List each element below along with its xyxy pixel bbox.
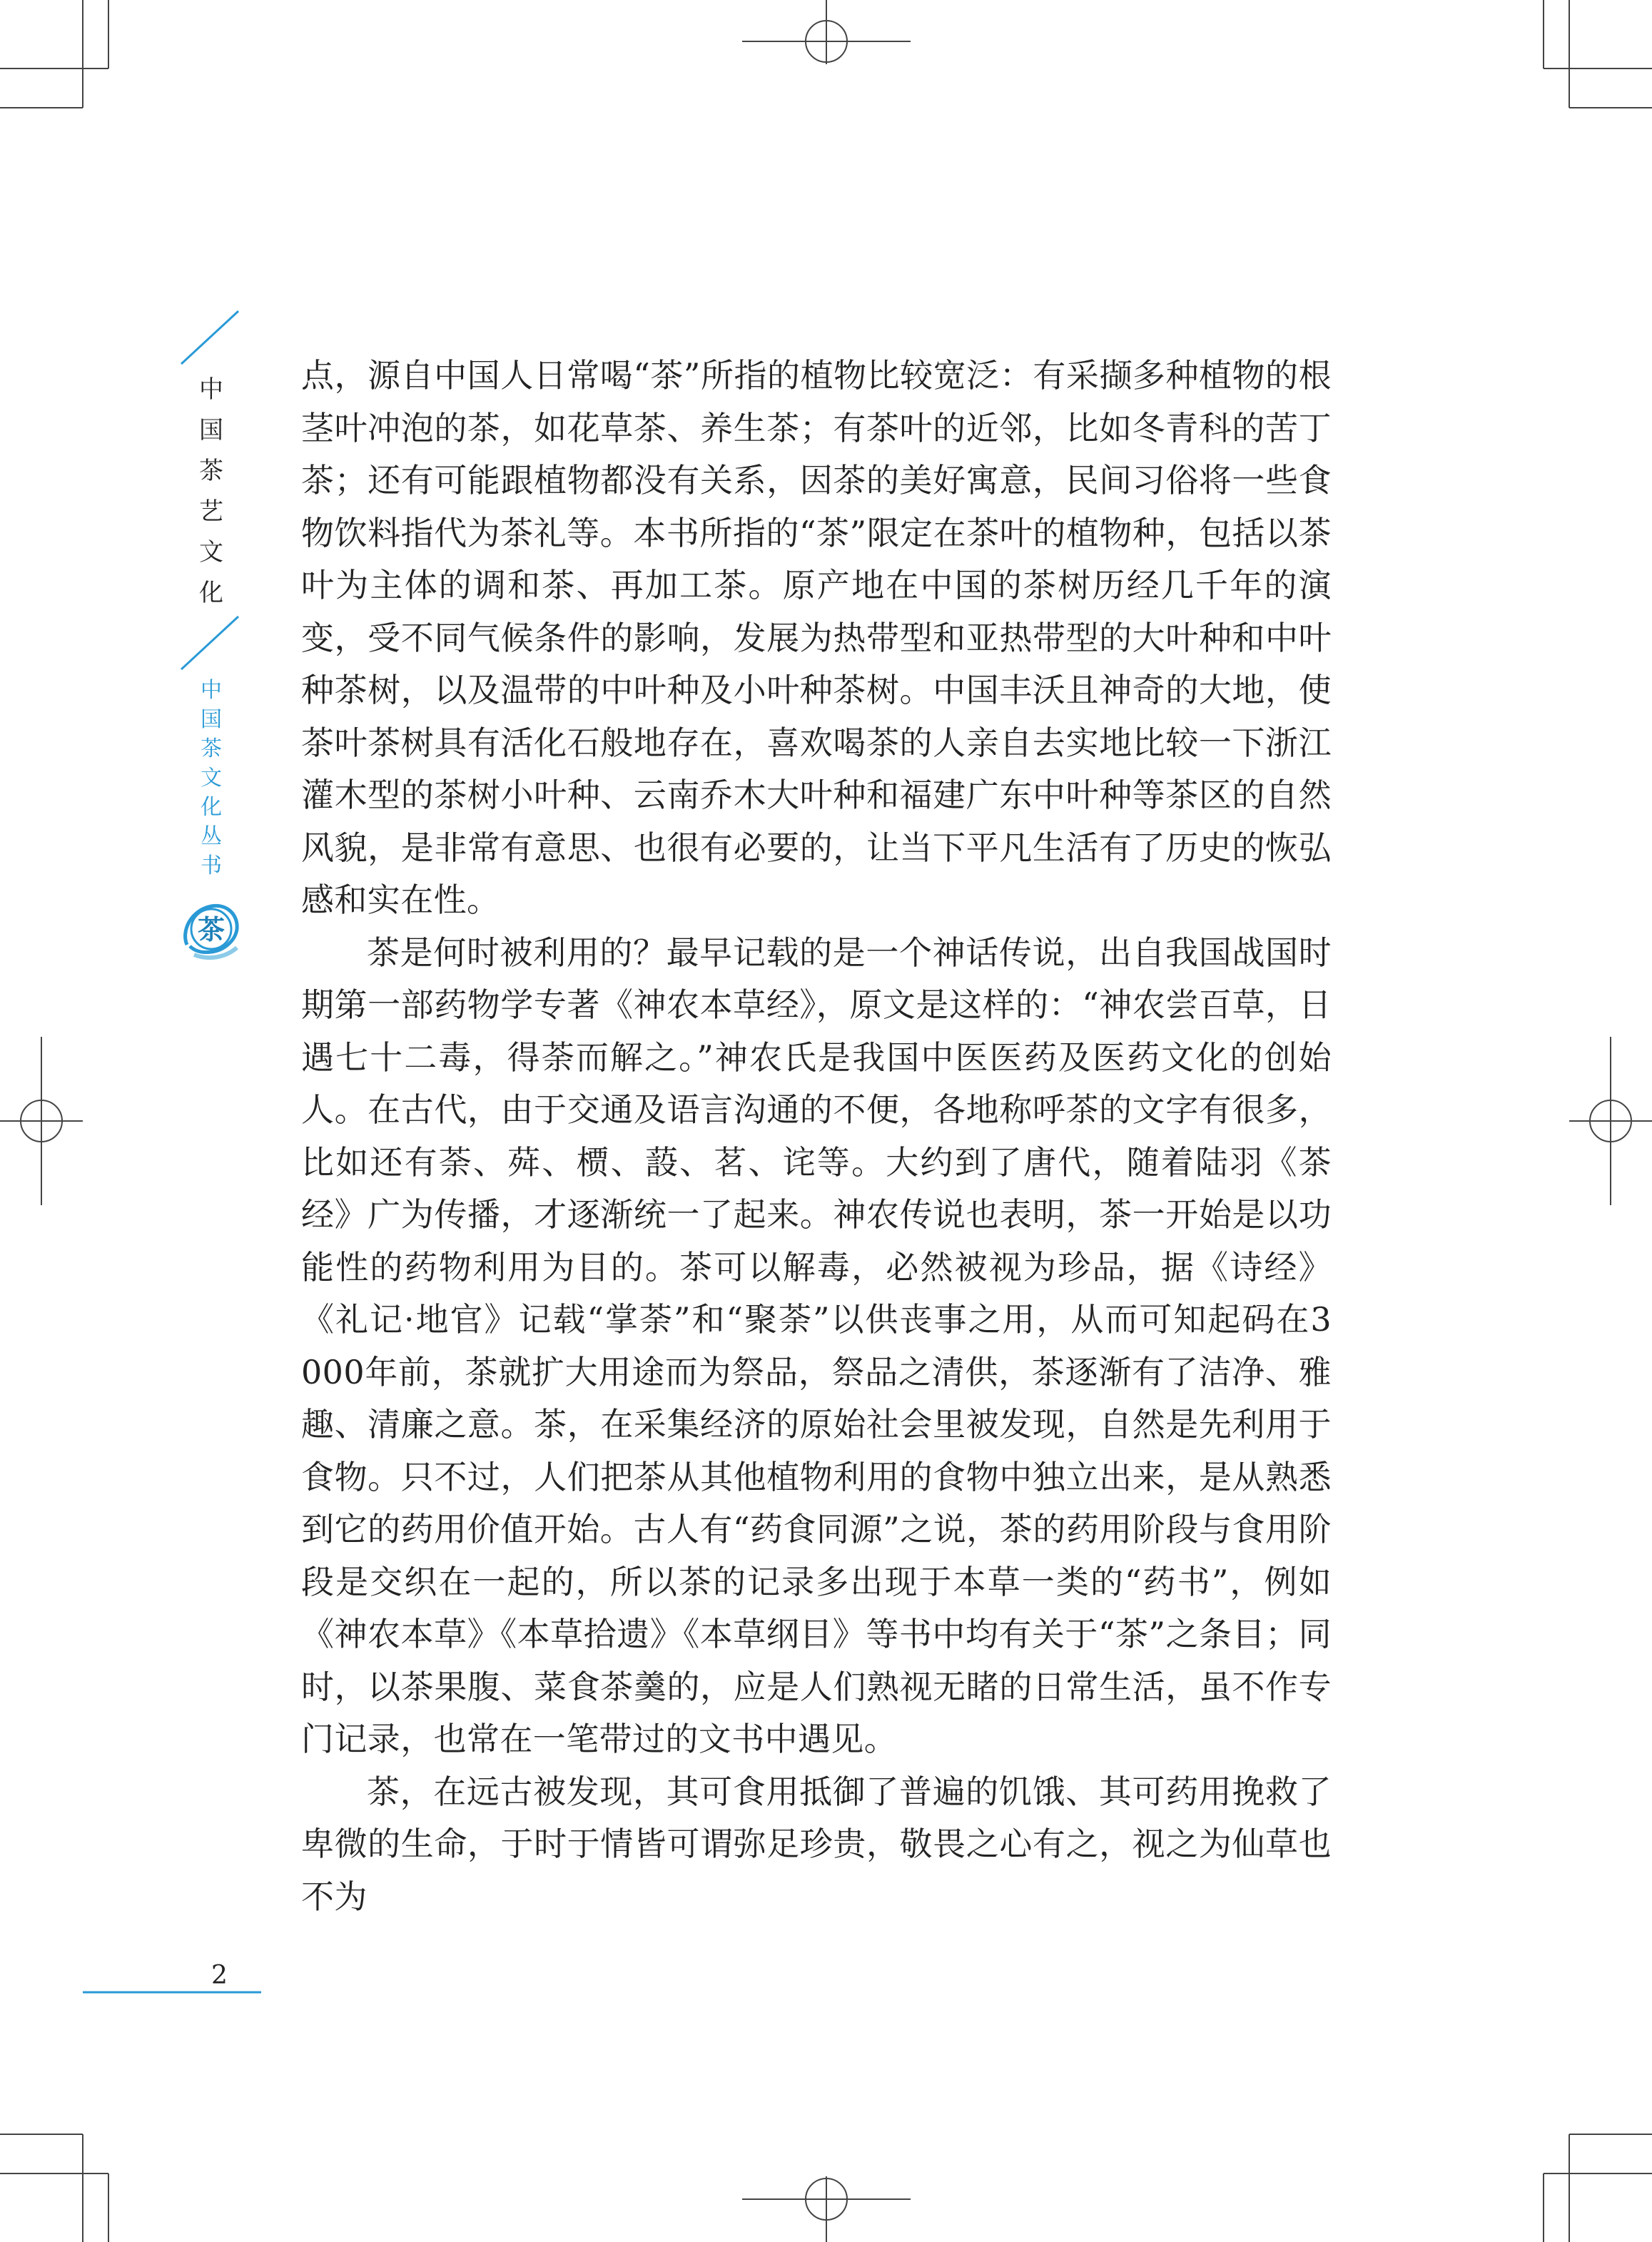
body-text <box>301 350 1332 1923</box>
series-char: 国 <box>201 707 222 732</box>
page-number: 2 <box>211 1961 228 1990</box>
paragraph: 点，源自中国人日常喝“茶”所指的植物比较宽泛：有采撷多种植物的根茎叶冲泡的茶，如花草茶、养生茶；有茶叶的近邻，比如冬青科的苦丁茶；还有可能跟植物都没有关系，因茶的美好寓意，民间习俗将一些食物饮料指代为茶礼等。本书所指的“茶”限定在茶叶的植物种，包括以茶叶为主体的调和茶、再加工茶。原产地在中国的茶树历经几千年的演变，受不同气候条件的影响，发展为热带型和亚热带型的大叶种和中叶种茶树，以及温带的中叶种及小叶种茶树。中国丰沃且神奇的大地，使茶叶茶树具有活化石般地存在，喜欢喝茶的人亲自去实地比较一下浙江灌木型的茶树小叶种、云南乔木大叶种和福建广东中叶种等茶区的自然风貌，是非常有意思、也很有必要的，让当下平凡生活有了历史的恢弘感和实在性。 <box>301 356 1332 919</box>
badge-glyph: 茶 <box>197 913 225 945</box>
book-title-char: 文 <box>199 538 223 567</box>
book-title-char: 中 <box>199 375 223 404</box>
book-title-char: 茶 <box>199 457 223 485</box>
book-title-char: 艺 <box>199 497 223 526</box>
series-char: 化 <box>201 795 222 820</box>
series-char: 丛 <box>201 824 222 849</box>
series-char: 中 <box>201 678 222 703</box>
book-title-char: 化 <box>199 579 223 607</box>
sidebar-series-title <box>190 676 233 881</box>
series-char: 书 <box>201 853 222 878</box>
series-char: 茶 <box>201 736 222 761</box>
paragraph: 茶，在远古被发现，其可食用抵御了普遍的饥饿、其可药用挽救了卑微的生命，于时于情皆可谓弥足珍贵，敬畏之心有之，视之为仙草也不为 <box>301 1772 1332 1916</box>
paragraph: 茶是何时被利用的？最早记载的是一个神话传说，出自我国战国时期第一部药物学专著《神农本草经》，原文是这样的：“神农尝百草，日遇七十二毒，得荼而解之。”神农氏是我国中医医药及医药文化的创始人。在古代，由于交通及语言沟通的不便，各地称呼茶的文字有很多，比如还有荼、荈、槚、蔎、茗、诧等。大约到了唐代，随着陆羽《茶经》广为传播，才逐渐统一了起来。神农传说也表明，茶一开始是以功能性的药物利用为目的。茶可以解毒，必然被视为珍品，据《诗经》《礼记·地官》记载“掌荼”和“聚荼”以供丧事之用，从而可知起码在3 000年前，茶就扩大用途而为祭品，祭品之清供，茶逐渐有了洁净、雅趣、清廉之意。茶，在采集经济的原始社会里被发现，自然是先利用于食物。只不过，人们把茶从其他植物利用的食物中独立出来，是从熟悉到它的药用价值开始。古人有“药食同源”之说，茶的药用阶段与食用阶段是交织在一起的，所以茶的记录多出现于本草一类的“药书”，例如《神农本草》《本草拾遗》《本草纲目》等书中均有关于“茶”之条目；同时，以茶果腹、菜食茶羹的，应是人们熟视无睹的日常生活，虽不作专门记录，也常在一笔带过的文书中遇见。 <box>301 933 1332 1758</box>
series-char: 文 <box>201 766 222 791</box>
tea-badge-logo <box>180 901 243 963</box>
book-title-char: 国 <box>199 416 223 445</box>
sidebar-book-title <box>190 370 233 614</box>
